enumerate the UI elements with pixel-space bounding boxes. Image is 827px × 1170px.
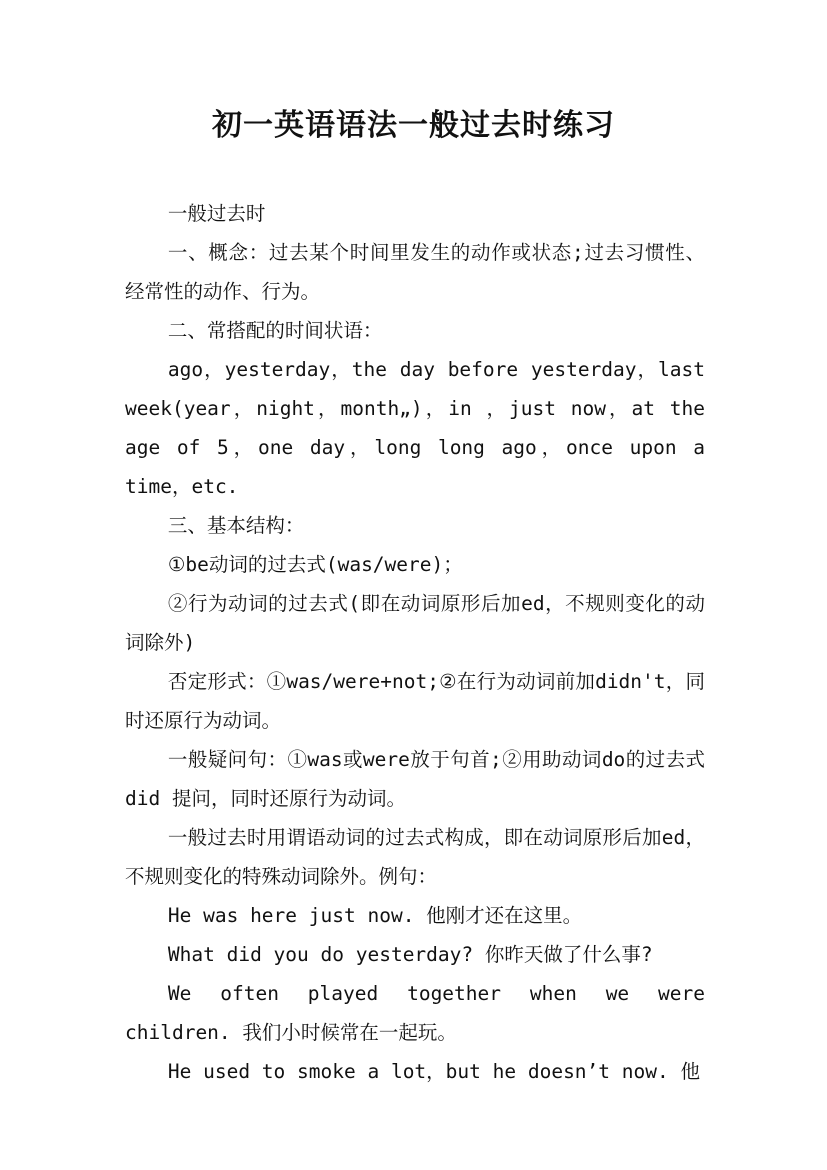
paragraph-concept: 一、概念：过去某个时间里发生的动作或状态;过去习惯性、经常性的动作、行为。 <box>125 241 705 303</box>
paragraph-time-adverbials-heading: 二、常搭配的时间状语： <box>167 319 383 342</box>
paragraph-question-form: 一般疑问句：①was或were放于句首;②用助动词do的过去式did 提问，同时还原行为动词。 <box>125 748 705 810</box>
example-sentence-4: He used to smoke a lot，but he doesn’t now. 他 <box>167 1060 700 1083</box>
section-heading: 一般过去时 <box>167 202 266 225</box>
paragraph-time-adverbials: ago，yesterday，the day before yesterday，last week(year，night，month„)，in ，just now，at the age of 5，one day，long long ago，once upon a time，etc. <box>125 358 705 498</box>
example-sentence-3: We often played together when we were children. 我们小时候常在一起玩。 <box>125 982 705 1044</box>
example-sentence-2: What did you do yesterday? 你昨天做了什么事? <box>167 943 653 966</box>
paragraph-structure-verb: ②行为动词的过去式(即在动词原形后加ed，不规则变化的动词除外) <box>125 592 705 654</box>
paragraph-formation: 一般过去时用谓语动词的过去式构成，即在动词原形后加ed，不规则变化的特殊动词除外。例句： <box>125 826 705 888</box>
example-sentence-1: He was here just now. 他刚才还在这里。 <box>167 904 583 927</box>
document-body <box>125 194 705 1091</box>
paragraph-structure-heading: 三、基本结构： <box>167 514 305 537</box>
document-title: 初一英语语法一般过去时练习 <box>212 108 615 143</box>
paragraph-negative-form: 否定形式：①was/were+not;②在行为动词前加didn't，同时还原行为动词。 <box>125 670 705 732</box>
paragraph-structure-be: ①be动词的过去式(was/were)； <box>167 553 463 576</box>
